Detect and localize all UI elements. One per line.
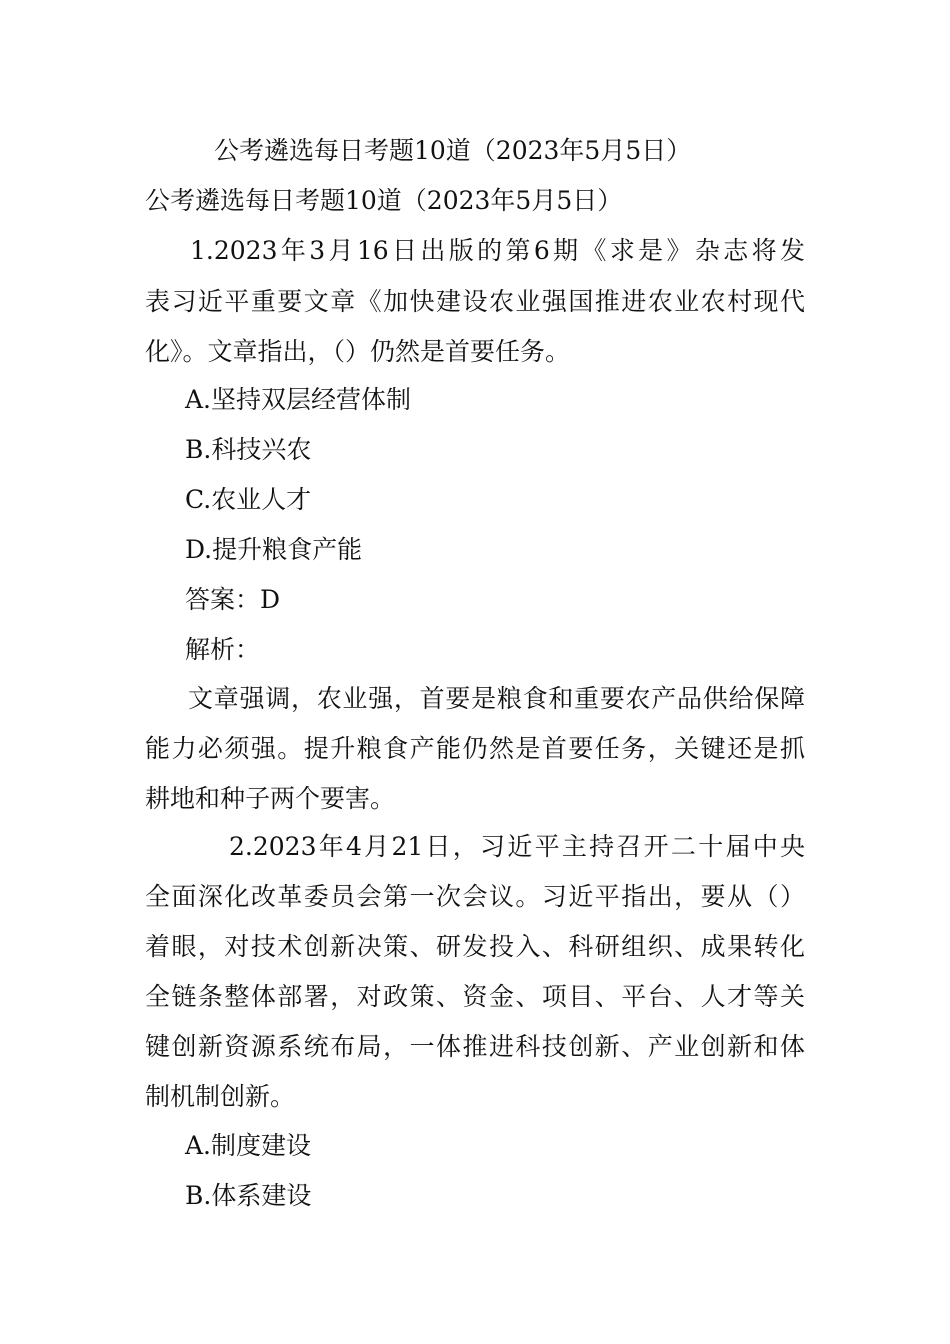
q1-stem-line-3: 化》。文章指出，（）仍然是首要任务。 xyxy=(145,337,571,366)
q2-stem-line-6: 制机制创新。 xyxy=(145,1082,296,1111)
q2-option-b: B.体系建设 xyxy=(185,1181,312,1210)
q1-option-a: A.坚持双层经营体制 xyxy=(185,385,412,414)
q1-analysis-line-1: 文章强调，农业强，首要是粮食和重要农产品供给保障 xyxy=(188,684,805,713)
q1-analysis-line-3: 耕地和种子两个要害。 xyxy=(145,784,396,813)
q2-stem-line-1: 2.2023年4月21日，习近平主持召开二十届中央 xyxy=(229,832,805,861)
q1-option-b: B.科技兴农 xyxy=(185,435,312,464)
q1-answer: 答案：D xyxy=(185,585,281,614)
q1-stem-line-2: 表习近平重要文章《加快建设农业强国推进农业农村现代 xyxy=(145,287,805,316)
q1-option-c: C.农业人才 xyxy=(185,485,312,514)
q2-stem-line-2: 全面深化改革委员会第一次会议。习近平指出，要从（） xyxy=(145,882,805,911)
q1-analysis-line-2: 能力必须强。提升粮食产能仍然是首要任务，关键还是抓 xyxy=(145,734,805,763)
q1-analysis-label: 解析： xyxy=(185,635,261,664)
q1-stem-line-1: 1.2023年3月16日出版的第6期《求是》杂志将发 xyxy=(190,236,805,265)
q2-stem-line-3: 着眼，对技术创新决策、研发投入、科研组织、成果转化 xyxy=(145,932,805,961)
document-title: 公考遴选每日考题10道（2023年5月5日） xyxy=(214,136,692,165)
q2-stem-line-5: 键创新资源系统布局，一体推进科技创新、产业创新和体 xyxy=(145,1032,805,1061)
q1-option-d: D.提升粮食产能 xyxy=(185,535,363,564)
q2-option-a: A.制度建设 xyxy=(185,1131,312,1160)
document-subtitle: 公考遴选每日考题10道（2023年5月5日） xyxy=(145,186,623,215)
q2-stem-line-4: 全链条整体部署，对政策、资金、项目、平台、人才等关 xyxy=(145,982,805,1011)
